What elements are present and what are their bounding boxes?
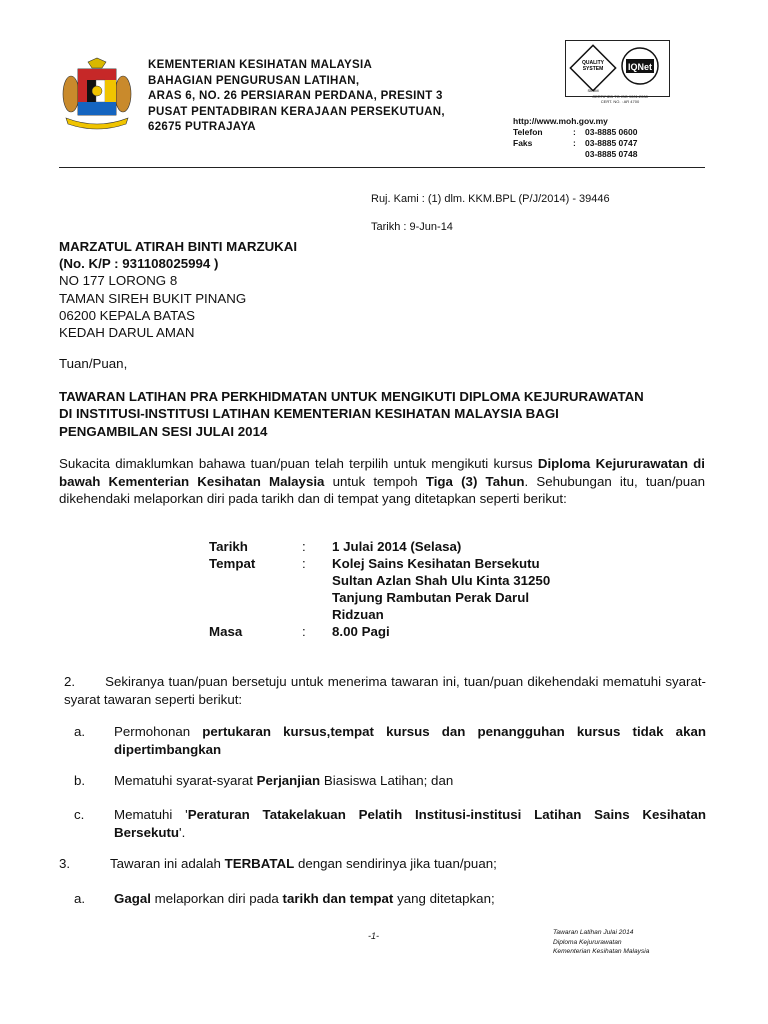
item-b-text-2: Biasiswa Latihan; dan [320,773,454,788]
malaysia-coat-of-arms-icon [58,56,136,134]
header-line-center: PUSAT PENTADBIRAN KERAJAAN PERSEKUTUAN, [148,105,445,118]
cert-line-1: CERTIFIED TO ISO 9001:2008 [592,94,648,99]
phone-sep: : [573,127,576,137]
fax-number-2: 03-8885 0748 [585,149,638,159]
recipient-address [59,238,297,341]
p1-bold-2: Tiga (3) Tahun [425,473,525,489]
detail-value: 1 Julai 2014 (Selasa) [332,539,462,554]
certification-box [565,40,670,97]
detail-row-date [209,538,592,555]
header-divider [59,167,705,168]
fax-number-1: 03-8885 0747 [585,138,638,148]
recipient-ic: (No. K/P : 931108025994 ) [59,256,219,272]
item-text [114,890,706,908]
detail-sep: : [302,539,306,554]
item-marker: b. [74,773,86,788]
header-line-ministry: KEMENTERIAN KESIHATAN MALAYSIA [148,59,373,71]
item-b-bold: Perjanjian [256,773,321,788]
footer-note-line-2: Diploma Kejururawatan [553,938,622,946]
fax-sep: : [573,138,576,148]
website-url: http://www.moh.gov.my [513,116,608,126]
p1-text-3: . Sehubungan itu, tuan/puan dikehendaki melaporkan diri pada tarikh dan di tempat yang ditetapkan seperti berikut: [59,473,705,506]
p2-text: Sekiranya tuan/puan bersetuju untuk menerima tawaran ini, tuan/puan dikehendaki mematuhi syarat-syarat tawaran seperti berikut: [64,674,706,707]
detail-value: 8.00 Pagi [332,624,390,639]
page-number: -1- [368,931,379,941]
condition-item-b [74,772,714,790]
item-marker: a. [74,891,86,906]
letter-subject [59,388,719,440]
address-line-2: TAMAN SIREH BUKIT PINANG [59,290,247,306]
certification-text [565,94,675,104]
item-b-text-1: Mematuhi syarat-syarat [114,773,257,788]
fax-row-2 [513,149,637,160]
fax-row [513,138,637,149]
header-line-street: ARAS 6, NO. 26 PERSIARAN PERDANA, PRESINT 3 [148,90,443,102]
item3a-text-2: yang ditetapkan; [393,891,495,906]
item3a-bold-1: Gagal [114,891,151,906]
item-marker: a. [74,724,86,739]
cert-line-2: CERT. NO. : AR 4700 [600,99,640,104]
paragraph-1 [59,455,705,508]
cert-quality: QUALITY [582,60,604,66]
address-line-3: 06200 KEPALA BATAS [59,307,196,323]
footer-note-line-3: Kementerian Kesihatan Malaysia [553,948,650,955]
salutation: Tuan/Puan, [59,356,128,371]
item-text [114,772,706,790]
footer-note [553,928,649,957]
reference-number: Ruj. Kami : (1) dlm. KKM.BPL (P/J/2014) - 39446 [371,193,610,205]
certification-logos-icon [566,41,669,96]
p1-bold-1: Diploma Kejururawatan di bawah Kementerian Kesihatan Malaysia [59,456,705,489]
letter-date: Tarikh : 9-Jun-14 [371,221,453,233]
cert-iqnet: IQNet [627,62,653,72]
p1-text-2: untuk tempoh [324,473,426,489]
detail-value: Kolej Sains Kesihatan Bersekutu Sultan Azlan Shah Ulu Kinta 31250 Tanjung Rambutan Perak Darul Ridzuan [332,556,551,622]
cert-sirim: SIRIM [587,88,599,93]
paragraph-3 [59,856,497,871]
detail-row-time [209,623,592,640]
condition-3-item-a [74,890,714,908]
contact-block [513,116,637,160]
header-line-postcode: 62675 PUTRAJAYA [148,121,256,133]
detail-sep: : [302,556,306,571]
item-text [114,723,706,758]
recipient-name: MARZATUL ATIRAH BINTI MARZUKAI [59,239,298,254]
header-line-division: BAHAGIAN PENGURUSAN LATIHAN, [148,74,360,87]
report-details-table [209,538,592,640]
p2-number: 2. [64,674,76,689]
phone-number: 03-8885 0600 [585,127,638,137]
item-c-bold: Peraturan Tatakelakuan Pelatih Institusi-institusi Latihan Sains Kesihatan Bersekutu [114,807,706,840]
detail-key: Tempat [209,556,256,571]
condition-item-a [74,723,714,759]
item-c-text-1: Mematuhi ' [114,807,188,822]
subject-line-1: TAWARAN LATIHAN PRA PERKHIDMATAN UNTUK MENGIKUTI DIPLOMA KEJURURAWATAN [59,389,644,404]
item-a-text: Permohonan [114,724,203,739]
subject-line-2: DI INSTITUSI-INSTITUSI LATIHAN KEMENTERIAN KESIHATAN MALAYSIA BAGI [59,406,559,422]
p3-number: 3. [59,856,71,871]
item-text [114,806,706,841]
detail-key: Masa [209,624,243,639]
item-marker: c. [74,807,85,822]
cert-system: SYSTEM [582,66,604,72]
detail-key: Tarikh [209,539,248,554]
p3-bold: TERBATAL [224,856,295,871]
phone-row [513,127,637,138]
phone-label: Telefon [513,127,543,137]
p3-text-1: Tawaran ini adalah [110,856,225,871]
item-c-text-2: '. [179,824,186,840]
condition-item-c [74,806,714,842]
paragraph-2 [64,673,706,708]
detail-sep: : [302,624,306,639]
address-line-4: KEDAH DARUL AMAN [59,325,195,341]
subject-line-3: PENGAMBILAN SESI JULAI 2014 [59,423,268,439]
detail-row-place [209,555,592,623]
footer-note-line-1: Tawaran Latihan Julai 2014 [553,929,634,936]
item3a-text-1: melaporkan diri pada [150,891,283,906]
address-line-1: NO 177 LORONG 8 [59,273,178,289]
item-a-bold: pertukaran kursus,tempat kursus dan penangguhan kursus tidak akan dipertimbangkan [114,724,706,757]
p3-text-2: dengan sendirinya jika tuan/puan; [294,856,497,871]
item3a-bold-2: tarikh dan tempat [282,891,394,906]
p1-text-1: Sukacita dimaklumkan bahawa tuan/puan telah terpilih untuk mengikuti kursus [59,456,538,471]
ministry-header [148,58,445,136]
fax-label: Faks [513,138,533,148]
